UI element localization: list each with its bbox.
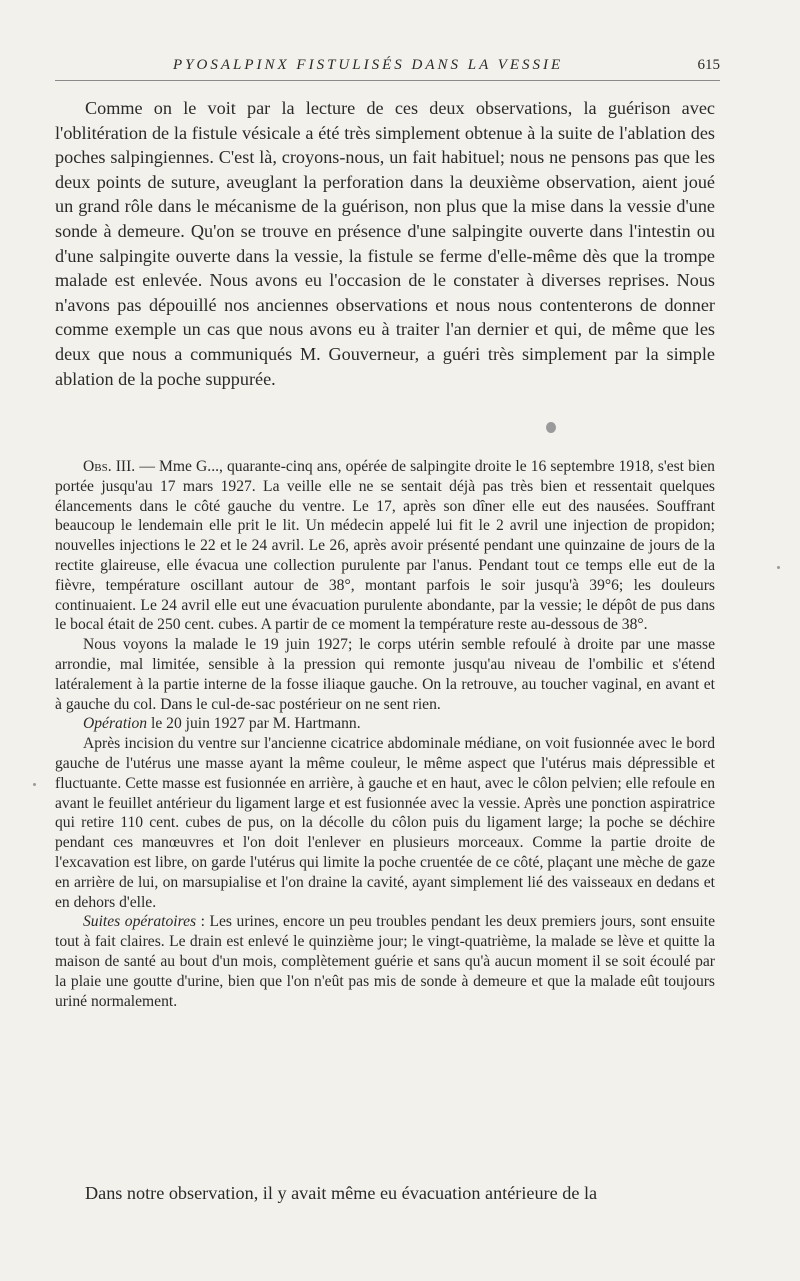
operation-date: le 20 juin 1927 par M. Hartmann. xyxy=(147,715,361,733)
observation-block xyxy=(55,457,715,1011)
observation-paragraph xyxy=(55,457,715,635)
continuation-text xyxy=(55,1181,715,1205)
page-number: 615 xyxy=(697,57,720,73)
observation-paragraph xyxy=(55,714,715,734)
main-text xyxy=(55,96,715,391)
running-title: PYOSALPINX FISTULISÉS DANS LA VESSIE xyxy=(173,57,564,73)
suites-text: : Les urines, encore un peu troubles pendant les deux premiers jours, sont ensuite tout à fait claires. Le drain est enlevé le quinzième jour; le vingt-quatrième, la malade se lève et quitte la maison de santé au bout d'un mois, complètement guérie et sans qu'à aucun moment il se soit écoulé par la plaie une goutte d'urine, bien que l'on n'eût pas mis de sonde à demeure et que la malade eût toujours uriné normalement. xyxy=(55,913,716,1010)
observation-paragraph: Nous voyons la malade le 19 juin 1927; le corps utérin semble refoulé à droite par une masse arrondie, mal limitée, sensible à la pression qui remonte jusqu'au niveau de l'ombilic et s'étend latéralement à la partie interne de la fosse iliaque gauche. On la retrouve, au toucher vaginal, en avant et à gauche du col. Dans le cul-de-sac postérieur on ne sent rien. xyxy=(55,636,715,713)
ink-spot xyxy=(777,566,780,569)
operation-label: Opération xyxy=(83,715,148,733)
observation-paragraph xyxy=(55,912,715,1011)
running-header xyxy=(55,52,720,81)
observation-text: — Mme G..., quarante-cinq ans, opérée de salpingite droite le 16 septembre 1918, s'est bien portée jusqu'au 17 mars 1927. La veille elle ne se sentait déjà pas très bien et ressentait quelques élancements dans le côté gauche du ventre. Le 17, après son dîner elle eut des nausées. Souffrant beaucoup le lendemain elle prit le lit. Un médecin appelé lui fit le 2 avril une injection de propidon; nouvelles injections le 22 et le 24 avril. Le 26, après avoir présenté pendant une quinzaine de jours de la rectite glaireuse, elle évacua une collection purulente par l'anus. Pendant tout ce temps elle eut de la fièvre, température oscillant autour de 38°, montant parfois le soir jusqu'à 39°6; les douleurs continuaient. Le 24 avril elle eut une évacuation purulente abondante, par la vessie; le dépôt de pus dans le bocal était de 250 cent. cubes. A partir de ce moment la température reste au-dessous de 38°. xyxy=(55,458,715,634)
ink-spot xyxy=(546,422,556,433)
observation-paragraph: Après incision du ventre sur l'ancienne cicatrice abdominale médiane, on voit fusionnée avec le bord gauche de l'utérus une masse ayant la même couleur, le même aspect que l'utérus mais dépressible et fluctuante. Cette masse est fusionnée en arrière, à gauche et en haut, avec le côlon pelvien; elle refoule en avant le feuillet antérieur du ligament large et est fusionnée avec la vessie. Après une ponction aspiratrice qui retire 110 cent. cubes de pus, on la décolle du côlon puis du ligament large; la poche se déchire pendant ces manœuvres et l'on doit l'enlever en plusieurs morceaux. Comme la partie droite de l'excavation est libre, on garde l'utérus qui limite la poche cruentée de ce côté, plaçant une mèche de gaze en arrière de lui, on marsupialise et l'on draine la cavité, ayant simplement lié des vaisseaux en dedans et en dehors d'elle. xyxy=(55,735,715,911)
paragraph: Comme on le voit par la lecture de ces deux observations, la guérison avec l'oblitération de la fistule vésicale a été très simplement obtenue à la suite de l'ablation des poches salpingiennes. C'est là, croyons-nous, un fait habituel; nous ne pensons pas que les deux points de suture, aveuglant la perforation dans la deuxième observation, aient joué un grand rôle dans le mécanisme de la guérison, non plus que la mise dans la vessie d'une sonde à demeure. Qu'on se trouve en présence d'une salpingite ouverte dans l'intestin ou d'une salpingite ouverte dans la vessie, la fistule se ferme d'elle-même dès que la trompe malade est enlevée. Nous avons eu l'occasion de le constater à diverses reprises. Nous n'avons pas dépouillé nos anciennes observations et nous nous contenterons de donner comme exemple un cas que nous avons eu à traiter l'an dernier et qui, de même que les deux que nous a communiqués M. Gouverneur, a guéri très simplement par la simple ablation de la poche suppurée. xyxy=(55,98,715,389)
paragraph: Dans notre observation, il y avait même eu évacuation antérieure de la xyxy=(85,1183,598,1203)
ink-spot xyxy=(33,783,36,786)
suites-label: Suites opératoires xyxy=(83,913,197,931)
observation-label: Obs. III. xyxy=(83,458,136,475)
